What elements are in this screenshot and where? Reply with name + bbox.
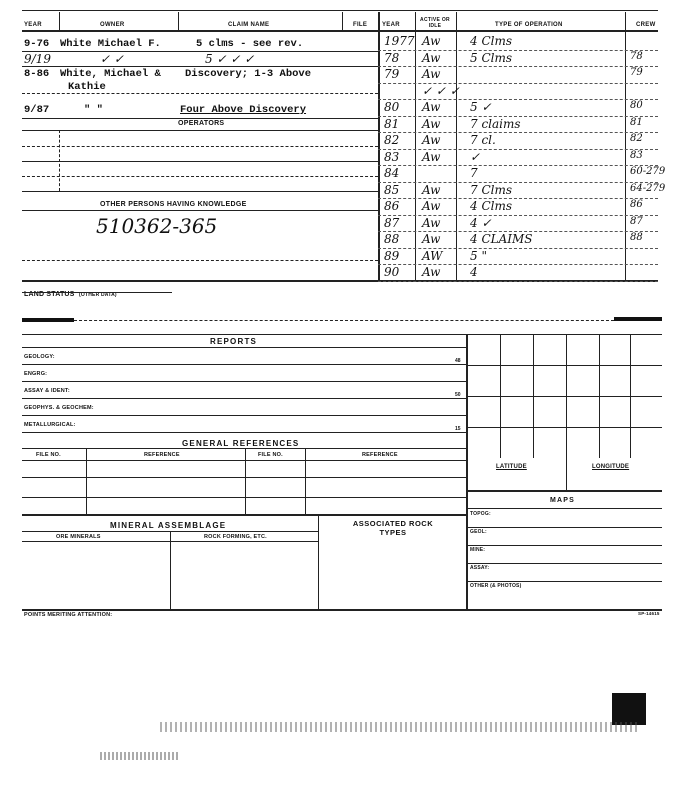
activity-year: 87 [384, 215, 400, 230]
col-divider [305, 448, 306, 514]
report-label: METALLURGICAL: [24, 422, 76, 428]
activity-type: 7 [470, 166, 478, 180]
activity-status: ✓ ✓ ✓ [422, 83, 460, 98]
activity-year: 90 [384, 265, 400, 279]
rule [22, 161, 378, 162]
activity-status: Aw [422, 215, 441, 230]
land-status-sub: (OTHER DATA) [79, 292, 117, 298]
activity-type: 5 " [470, 248, 487, 263]
activity-crew: 81 [630, 116, 643, 128]
claim-name: Discovery; 1-3 Above [185, 68, 312, 80]
rule [378, 215, 658, 216]
ref-col: REFERENCE [144, 452, 180, 458]
report-number: 50 [455, 392, 461, 398]
rule [378, 281, 658, 282]
activity-crew: 83 [630, 149, 643, 161]
rule [22, 477, 466, 478]
activity-year: 82 [384, 133, 400, 147]
rule [22, 93, 378, 94]
map-label: ASSAY: [470, 565, 490, 571]
activity-crew: 80 [630, 100, 643, 111]
associated-rock-label: ASSOCIATED ROCK TYPES [352, 519, 434, 537]
report-label: ENGRG: [24, 371, 48, 377]
activity-crew: 88 [630, 232, 643, 243]
rule [22, 432, 466, 433]
report-number: 48 [455, 358, 461, 364]
reports-title: REPORTS [210, 337, 258, 346]
activity-crew: 86 [630, 199, 643, 210]
grid-line [466, 427, 662, 428]
activity-status: AW [422, 248, 443, 263]
rule [466, 508, 662, 509]
activity-year: 79 [384, 67, 400, 81]
ref-col: FILE NO. [36, 452, 61, 458]
rule [22, 292, 172, 293]
col-divider [625, 12, 626, 280]
activity-crew: 82 [630, 133, 643, 144]
scan-mark [614, 317, 662, 321]
activity-crew: 78 [630, 50, 643, 62]
rule [22, 460, 466, 461]
activity-type: 5 Clms [470, 50, 513, 65]
operators-title: OPERATORS [178, 120, 225, 127]
rule [466, 545, 662, 546]
maps-title: MAPS [550, 497, 576, 504]
rule [22, 260, 378, 261]
general-refs-title: GENERAL REFERENCES [182, 439, 300, 448]
rule [22, 415, 466, 416]
activity-year: 89 [384, 248, 400, 263]
owner-name: " " [84, 104, 103, 116]
rule [22, 191, 378, 192]
activity-type: 4 Clms [470, 199, 513, 213]
ref-col: FILE NO. [258, 452, 283, 458]
rule [22, 66, 378, 67]
claim-name: Four Above Discovery [180, 104, 307, 116]
rule [22, 609, 662, 611]
rule [378, 66, 658, 67]
rule [22, 514, 466, 516]
activity-year: 78 [384, 50, 400, 65]
col-divider [170, 531, 171, 610]
rule [378, 132, 658, 133]
activity-status: Aw [422, 265, 441, 279]
activity-status: Aw [422, 116, 441, 131]
ref-col: REFERENCE [362, 452, 398, 458]
rule [22, 51, 378, 52]
col-type-of-operation: TYPE OF OPERATION [495, 22, 563, 28]
rule [22, 210, 378, 211]
owner-year: 9/87 [24, 104, 50, 116]
report-label: GEOPHYS. & GEOCHEM: [24, 405, 94, 411]
rule [22, 10, 658, 11]
activity-crew: 79 [630, 67, 643, 78]
activity-crew: 87 [630, 215, 643, 227]
rule [378, 165, 658, 166]
col-divider [378, 12, 380, 280]
activity-status: Aw [422, 67, 441, 81]
col-file: FILE [353, 22, 368, 28]
grid-line [466, 396, 662, 397]
col-divider [415, 12, 416, 280]
col-divider [245, 448, 246, 514]
activity-status: Aw [422, 182, 441, 197]
col-year-2: YEAR [382, 22, 400, 28]
claim-name: 5 ✓ ✓ ✓ [205, 52, 255, 66]
rule [466, 581, 662, 582]
points-label: POINTS MERITING ATTENTION: [24, 612, 113, 618]
activity-crew: 60-279 [630, 166, 666, 177]
owner-year: 9-76 [24, 38, 50, 50]
col-year: YEAR [24, 22, 42, 28]
activity-year: 81 [384, 116, 400, 131]
col-owner: OWNER [100, 22, 125, 28]
land-status-label: LAND STATUS [24, 291, 75, 298]
activity-status: Aw [422, 133, 441, 147]
rule [378, 198, 658, 199]
rule [378, 248, 658, 249]
latitude-label: LATITUDE [496, 464, 527, 470]
activity-year: 1977 [384, 34, 415, 48]
ore-minerals-label: ORE MINERALS [56, 534, 101, 540]
activity-year: 84 [384, 166, 400, 180]
col-divider [466, 334, 468, 610]
rule [22, 448, 466, 449]
rule [378, 182, 658, 183]
activity-status: Aw [422, 232, 441, 246]
form-number: SP-14615 [638, 611, 660, 616]
map-label: OTHER (& PHOTOS) [470, 583, 522, 589]
rule [466, 490, 662, 492]
mineral-title: MINERAL ASSEMBLAGE [110, 521, 227, 530]
col-divider [456, 12, 457, 280]
activity-status: Aw [422, 149, 441, 164]
activity-year: 80 [384, 100, 400, 114]
rule [378, 50, 658, 51]
activity-year: 86 [384, 199, 400, 213]
rule [378, 264, 658, 265]
col-divider [59, 12, 60, 30]
grid-line [566, 458, 567, 490]
map-label: MINE: [470, 547, 486, 553]
activity-status: Aw [422, 100, 441, 114]
rule [22, 398, 466, 399]
rule [378, 99, 658, 100]
col-active-idle: ACTIVE OR IDLE [420, 17, 450, 29]
rule [74, 320, 614, 321]
owner-name: White Michael F. [60, 38, 161, 50]
rule [22, 176, 378, 177]
map-label: GEOL: [470, 529, 487, 535]
rule [22, 364, 466, 365]
activity-year: 83 [384, 149, 400, 164]
activity-year: 85 [384, 182, 400, 197]
activity-status: Aw [422, 199, 441, 213]
owner-name: White, Michael & [60, 68, 161, 80]
activity-type: ✓ [470, 149, 481, 164]
activity-type: 7 Clms [470, 182, 513, 197]
col-claim-name: CLAIM NAME [228, 22, 270, 28]
activity-year: 88 [384, 232, 400, 246]
rule [22, 30, 658, 32]
col-divider [318, 514, 319, 610]
col-divider [59, 130, 60, 191]
activity-type: 4 CLAIMS [470, 232, 533, 246]
scan-mark [22, 318, 74, 322]
activity-type: 4 ✓ [470, 215, 492, 230]
activity-type: 7 cl. [470, 133, 496, 147]
rule [22, 130, 378, 131]
activity-type: 7 claims [470, 116, 521, 131]
col-divider [86, 448, 87, 514]
rock-forming-label: ROCK FORMING, ETC. [204, 534, 267, 540]
activity-status: Aw [422, 34, 441, 48]
report-number: 15 [455, 426, 461, 432]
activity-type: 4 [470, 265, 478, 279]
scan-noise [100, 752, 180, 760]
activity-type: 5 ✓ [470, 100, 492, 114]
rule [378, 83, 658, 84]
longitude-label: LONGITUDE [592, 464, 630, 470]
other-persons-title: OTHER PERSONS HAVING KNOWLEDGE [100, 201, 247, 208]
claim-name: 5 clms - see rev. [196, 38, 304, 50]
activity-crew: 64-279 [630, 182, 666, 194]
scan-noise [160, 722, 640, 732]
rule [22, 497, 466, 498]
col-divider [342, 12, 343, 30]
col-divider [178, 12, 179, 30]
rule [466, 563, 662, 564]
rule [22, 381, 466, 382]
report-label: ASSAY & IDENT: [24, 388, 70, 394]
other-persons-value: 510362-365 [96, 214, 218, 238]
report-label: GEOLOGY: [24, 354, 55, 360]
owner-name: Kathie [68, 81, 106, 93]
rule [378, 149, 658, 150]
grid-line [466, 365, 662, 366]
rule [22, 118, 378, 119]
rule [22, 347, 466, 348]
scan-mark [612, 693, 646, 725]
map-label: TOPOG: [470, 511, 491, 517]
rule [22, 146, 378, 147]
owner-name: ✓ ✓ [100, 52, 124, 66]
activity-status: Aw [422, 50, 441, 65]
owner-year: 8-86 [24, 68, 50, 80]
owner-year: 9/19 [24, 52, 51, 66]
rule [466, 527, 662, 528]
activity-type: 4 Clms [470, 34, 513, 48]
col-crew: CREW [636, 22, 656, 28]
